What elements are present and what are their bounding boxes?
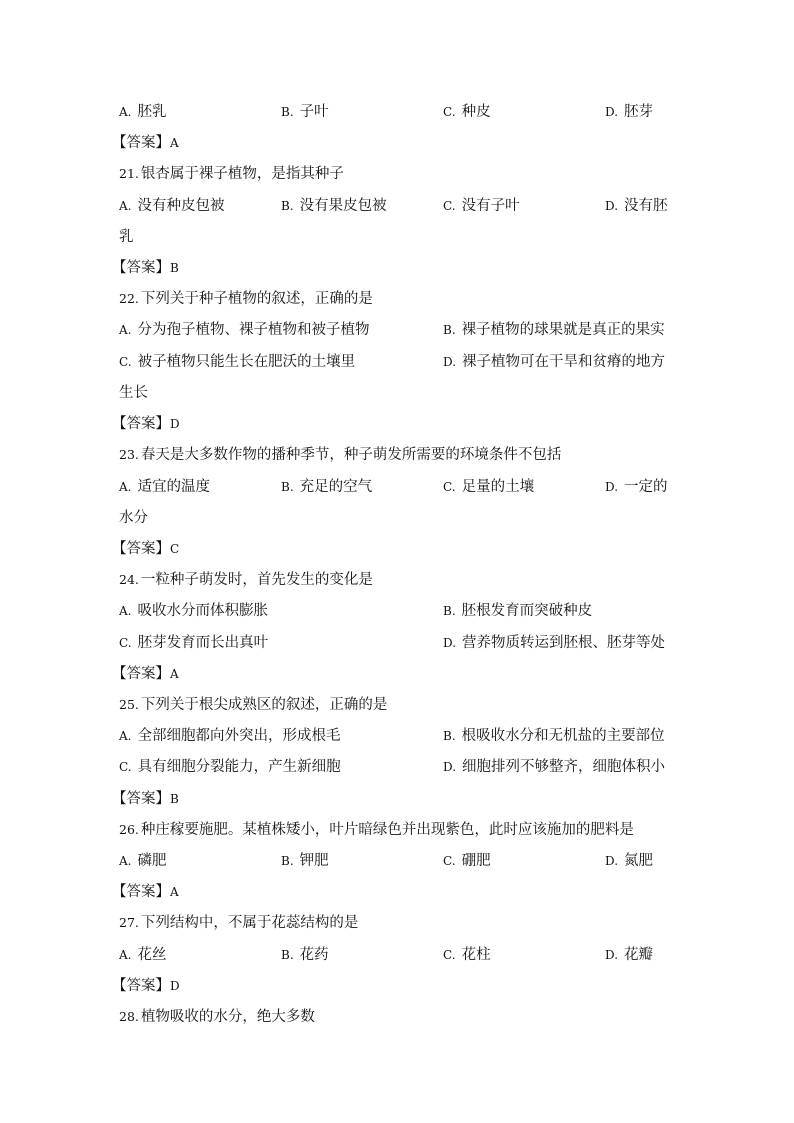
q25-option-d: D. 细胞排列不够整齐，细胞体积小 bbox=[443, 759, 666, 775]
q21-option-c: C. 没有子叶 bbox=[443, 198, 520, 214]
q25-answer: 【答案】B bbox=[112, 791, 179, 807]
q22-option-c: C. 被子植物只能生长在肥沃的土壤里 bbox=[119, 354, 356, 370]
q23-option-c: C. 足量的土壤 bbox=[443, 479, 535, 495]
q26-option-d: D. 氮肥 bbox=[605, 853, 654, 869]
q20-option-a: A. 胚乳 bbox=[119, 104, 167, 120]
q21-answer-value: B bbox=[170, 261, 179, 275]
q26-stem: 26. 种庄稼要施肥。某植株矮小，叶片暗绿色并出现紫色，此时应该施加的肥料是 bbox=[119, 822, 634, 838]
q20-option-c: C. 种皮 bbox=[443, 104, 491, 120]
q26-answer: 【答案】A bbox=[112, 884, 179, 900]
q26-option-c: C. 硼肥 bbox=[443, 853, 491, 869]
q20-options bbox=[0, 101, 794, 123]
q26-answer-value: A bbox=[170, 885, 179, 899]
q21-option-a: A. 没有种皮包被 bbox=[119, 198, 225, 214]
q21-option-b: B. 没有果皮包被 bbox=[281, 198, 387, 214]
q20-answer-value: A bbox=[170, 136, 179, 150]
q27-answer: 【答案】D bbox=[112, 978, 180, 994]
q21-option-d: D. 没有胚 bbox=[605, 198, 668, 214]
q21-stem: 21. 银杏属于裸子植物，是指其种子 bbox=[119, 166, 344, 182]
q24-options-cd bbox=[0, 632, 794, 654]
q26-option-b: B. 钾肥 bbox=[281, 853, 329, 869]
q22-answer-value: D bbox=[170, 417, 180, 431]
q27-option-a: A. 花丝 bbox=[119, 947, 167, 963]
q25-answer-value: B bbox=[170, 792, 179, 806]
q28-stem: 28. 植物吸收的水分，绝大多数 bbox=[119, 1009, 315, 1025]
q23-option-d: D. 一定的 bbox=[605, 479, 668, 495]
q22-answer: 【答案】D bbox=[112, 416, 180, 432]
q22-option-d: D. 裸子植物可在干旱和贫瘠的地方 bbox=[443, 354, 666, 370]
q25-options-ab bbox=[0, 725, 794, 747]
q25-options-cd bbox=[0, 756, 794, 778]
q22-options-cd bbox=[0, 351, 794, 373]
q27-answer-value: D bbox=[170, 979, 180, 993]
q23-option-a: A. 适宜的温度 bbox=[119, 479, 210, 495]
q27-option-d: D. 花瓣 bbox=[605, 947, 654, 963]
q22-continuation: 生长 bbox=[119, 385, 148, 401]
q23-options bbox=[0, 476, 794, 498]
q27-stem: 27. 下列结构中，不属于花蕊结构的是 bbox=[119, 915, 359, 931]
q24-option-a: A. 吸收水分而体积膨胀 bbox=[119, 603, 268, 619]
q25-option-c: C. 具有细胞分裂能力，产生新细胞 bbox=[119, 759, 341, 775]
q22-option-a: A. 分为孢子植物、裸子植物和被子植物 bbox=[119, 322, 370, 338]
q24-option-b: B. 胚根发育而突破种皮 bbox=[443, 603, 593, 619]
q20-answer: 【答案】A bbox=[112, 135, 179, 151]
q25-option-b: B. 根吸收水分和无机盐的主要部位 bbox=[443, 728, 665, 744]
q23-continuation: 水分 bbox=[119, 510, 148, 526]
q23-answer-value: C bbox=[170, 542, 180, 556]
q24-answer-value: A bbox=[170, 667, 179, 681]
q25-option-a: A. 全部细胞都向外突出，形成根毛 bbox=[119, 728, 341, 744]
q22-stem: 22. 下列关于种子植物的叙述，正确的是 bbox=[119, 291, 373, 307]
q24-option-d: D. 营养物质转运到胚根、胚芽等处 bbox=[443, 635, 666, 651]
q20-option-b: B. 子叶 bbox=[281, 104, 329, 120]
q23-answer: 【答案】C bbox=[112, 541, 180, 557]
q21-continuation: 乳 bbox=[119, 229, 134, 245]
q26-options bbox=[0, 850, 794, 872]
q23-option-b: B. 充足的空气 bbox=[281, 479, 373, 495]
q24-answer: 【答案】A bbox=[112, 666, 179, 682]
q24-option-c: C. 胚芽发育而长出真叶 bbox=[119, 635, 269, 651]
q21-options bbox=[0, 195, 794, 217]
q21-answer: 【答案】B bbox=[112, 260, 179, 276]
q27-option-b: B. 花药 bbox=[281, 947, 329, 963]
q25-stem: 25. 下列关于根尖成熟区的叙述，正确的是 bbox=[119, 697, 388, 713]
q26-option-a: A. 磷肥 bbox=[119, 853, 167, 869]
q20-option-d: D. 胚芽 bbox=[605, 104, 654, 120]
q22-options-ab bbox=[0, 319, 794, 341]
q24-options-ab bbox=[0, 600, 794, 622]
q24-stem: 24. 一粒种子萌发时，首先发生的变化是 bbox=[119, 572, 373, 588]
q27-options bbox=[0, 944, 794, 966]
q23-stem: 23. 春天是大多数作物的播种季节，种子萌发所需要的环境条件不包括 bbox=[119, 447, 562, 463]
q22-option-b: B. 裸子植物的球果就是真正的果实 bbox=[443, 322, 665, 338]
q27-option-c: C. 花柱 bbox=[443, 947, 491, 963]
